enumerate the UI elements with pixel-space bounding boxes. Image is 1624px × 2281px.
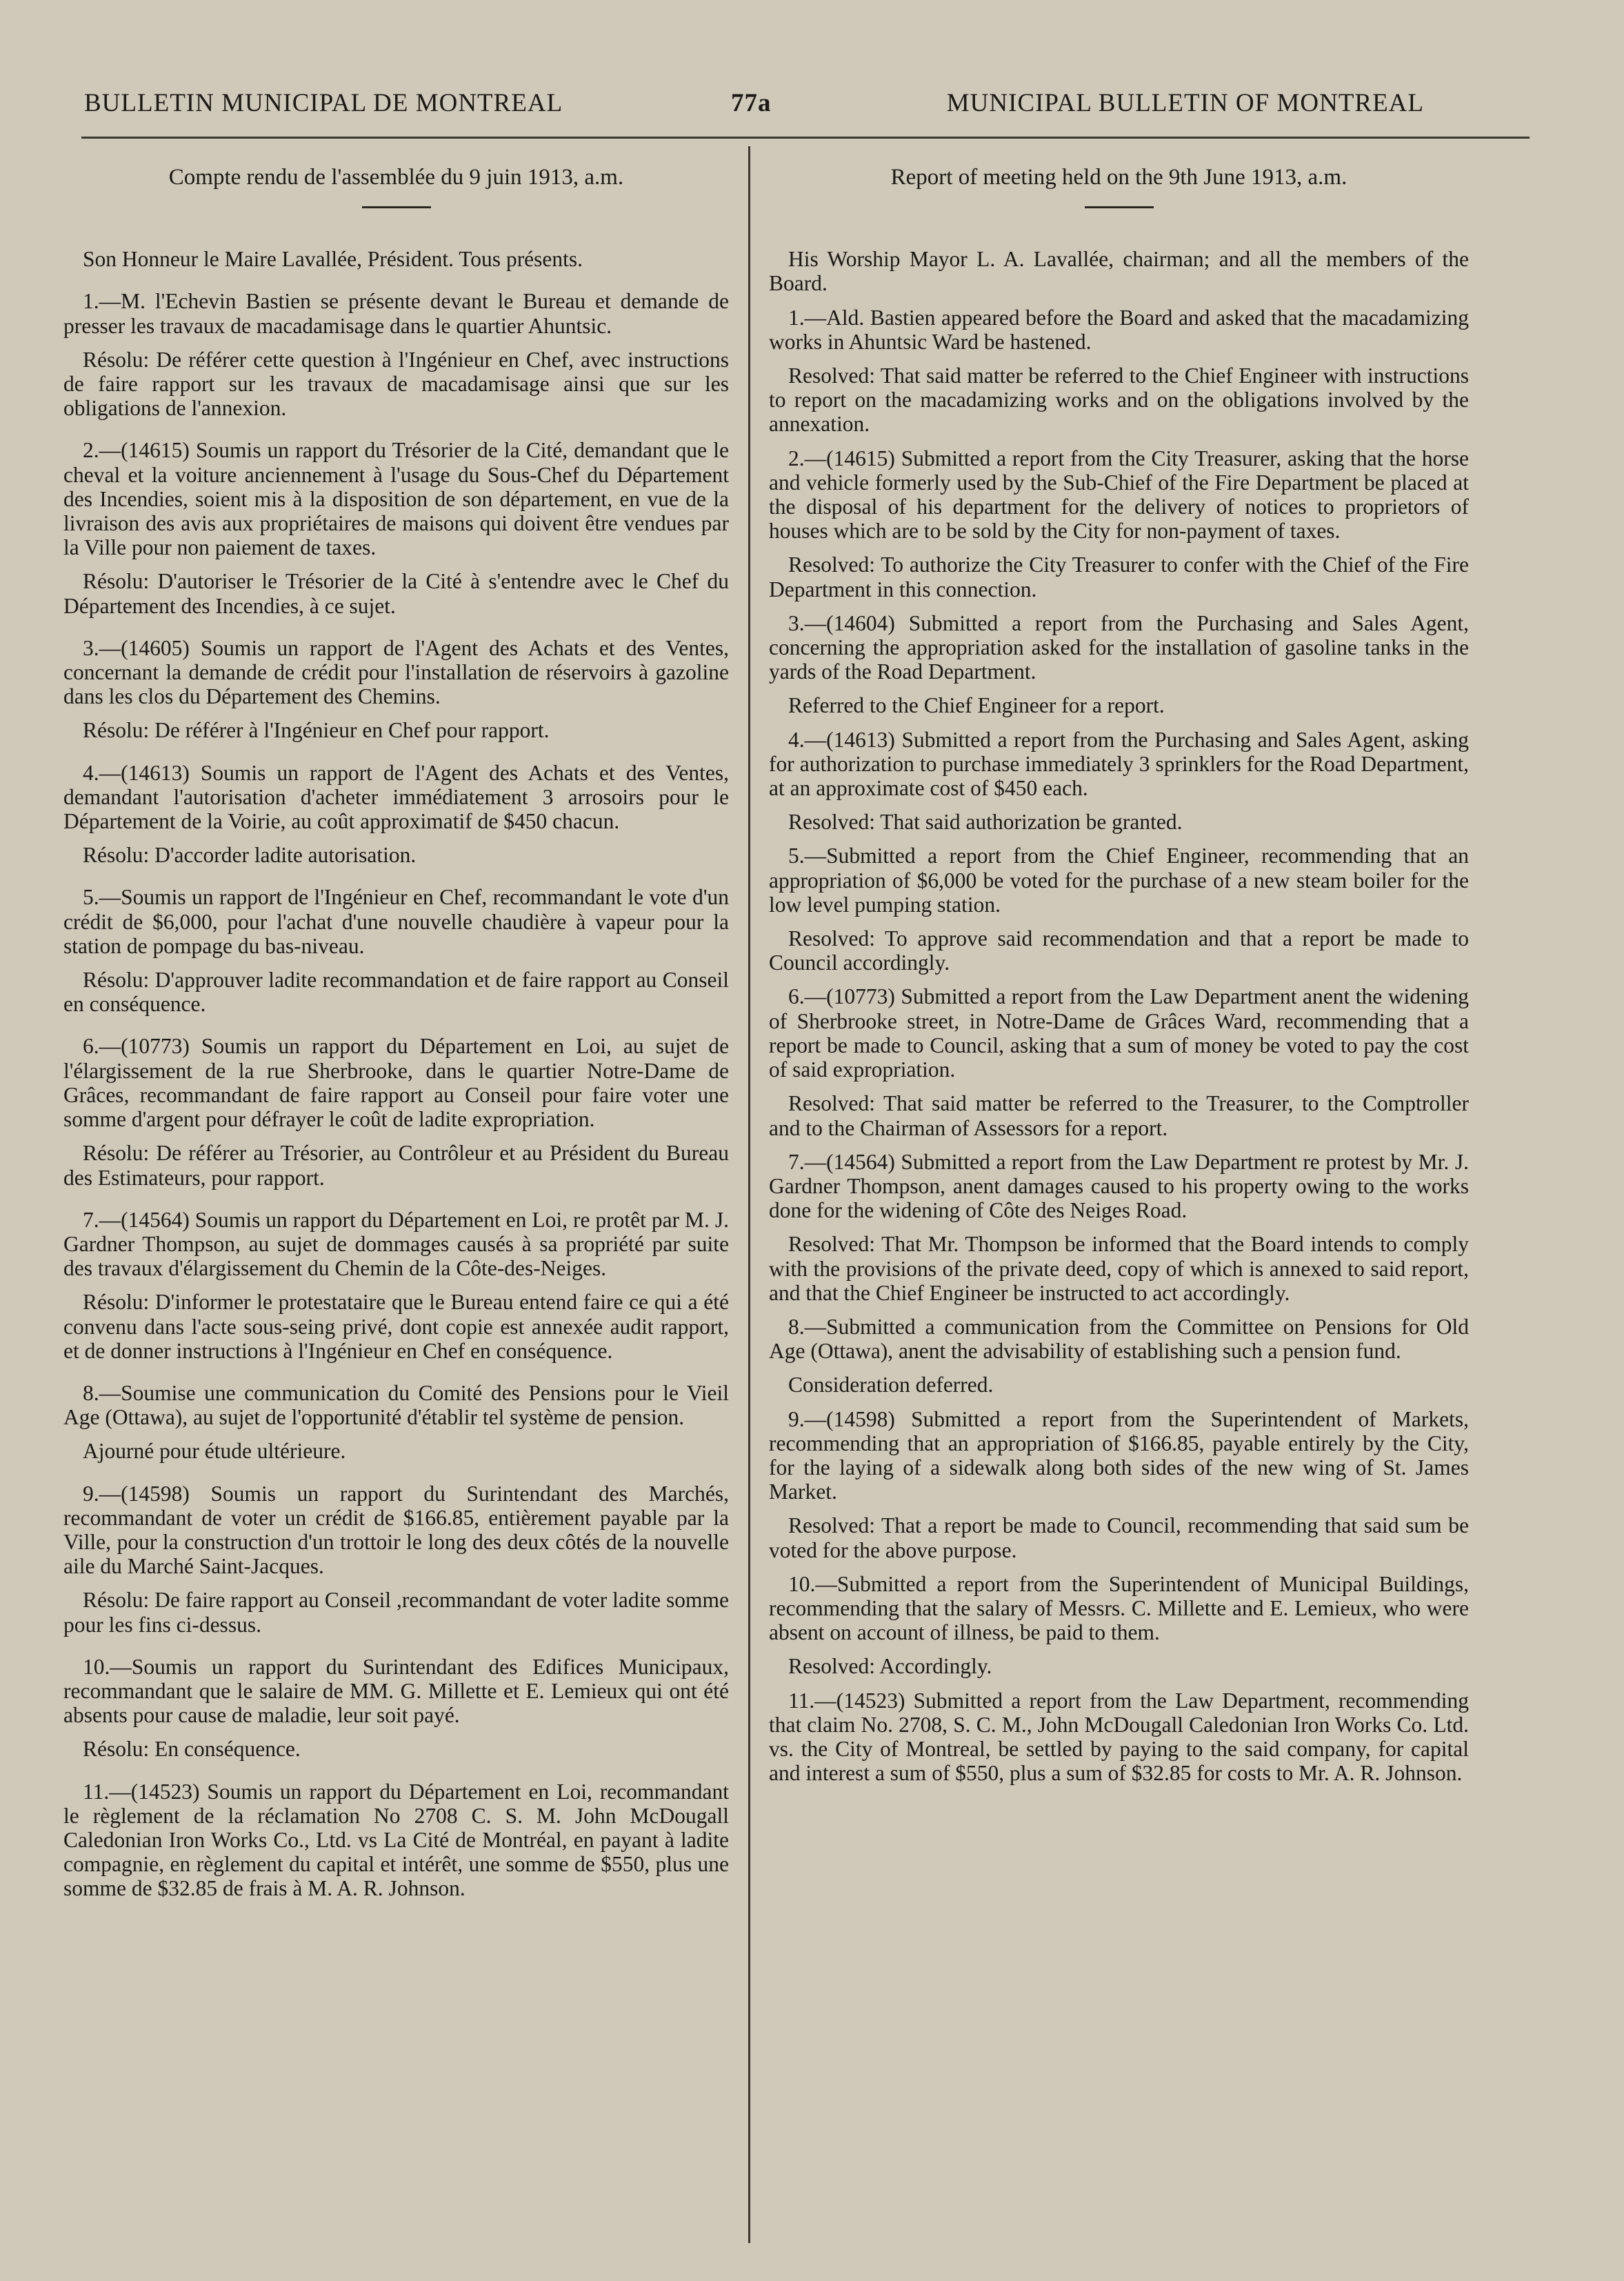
french-paragraph: 6.—(10773) Soumis un rapport du Département en Loi, au sujet de l'élargissement de la rue Sherbrooke, dans le quartier Notre-Dame de Grâces, recommandant de faire rapport au Conseil pour faire voter une somme d'argent pour défrayer le coût de ladite expropriation. [63, 1034, 729, 1132]
french-minutes-title: Compte rendu de l'assemblée du 9 juin 1913, a.m. [168, 165, 624, 190]
french-paragraph: 9.—(14598) Soumis un rapport du Surintendant des Marchés, recommandant de voter un crédit de $166.85, entièrement payable par la Ville, pour la construction d'un trottoir le long des deux côtés de la nouvelle aile du Marché Saint-Jacques. [63, 1481, 729, 1579]
english-paragraph: 1.—Ald. Bastien appeared before the Board and asked that the macadamizing works in Ahuntsic Ward be hastened. [769, 305, 1469, 354]
french-paragraph: Résolu: D'approuver ladite recommandation et de faire rapport au Conseil en conséquence. [63, 968, 729, 1017]
title-separator [1085, 206, 1154, 208]
french-paragraph: Résolu: D'autoriser le Trésorier de la Cité à s'entendre avec le Chef du Département des Incendies, à ce sujet. [63, 569, 729, 618]
english-paragraph: Resolved: To authorize the City Treasurer to confer with the Chief of the Fire Department in this connection. [769, 552, 1469, 601]
english-paragraph: Resolved: To approve said recommendation and that a report be made to Council accordingly. [769, 926, 1469, 975]
english-paragraph: 6.—(10773) Submitted a report from the Law Department anent the widening of Sherbrooke street, in Notre-Dame de Grâces Ward, recommending that a report be made to Council, asking that a sum of money be voted to pay the cost of said expropriation. [769, 984, 1469, 1082]
french-paragraph: 7.—(14564) Soumis un rapport du Département en Loi, re protêt par M. J. Gardner Thompson, au sujet de dommages causés à sa propriété par suite des travaux d'élargissement du Chemin de la Côte-des-Neiges. [63, 1207, 729, 1281]
english-column [769, 166, 1469, 1795]
french-paragraph: Résolu: De référer cette question à l'Ingénieur en Chef, avec instructions de faire rapport sur les travaux de macadamisage ainsi que sur les obligations de l'annexion. [63, 347, 729, 421]
english-paragraph: Resolved: That Mr. Thompson be informed that the Board intends to comply with the provisions of the private deed, copy of which is annexed to said report, and that the Chief Engineer be instructed to act accordingly. [769, 1232, 1469, 1305]
english-paragraph: Resolved: That said authorization be granted. [788, 810, 1183, 835]
french-paragraph: 2.—(14615) Soumis un rapport du Trésorier de la Cité, demandant que le cheval et la voiture anciennement à l'usage du Sous-Chef du Département des Incendies, soient mis à la disposition de son département, en vue de la livraison des avis aux propriétaires de maisons qui doivent être vendues par la Ville pour non paiement de taxes. [63, 438, 729, 560]
french-paragraph: Ajourné pour étude ultérieure. [83, 1439, 346, 1464]
english-paragraph: 9.—(14598) Submitted a report from the Superintendent of Markets, recommending that an appropriation of $166.85, payable entirely by the City, for the laying of a sidewalk along both sides of the new wing of St. James Market. [769, 1406, 1469, 1504]
english-paragraph: 8.—Submitted a communication from the Committee on Pensions for Old Age (Ottawa), anent the advisability of establishing such a pension fund. [769, 1314, 1469, 1364]
english-paragraph: Resolved: That a report be made to Council, recommending that said sum be voted for the above purpose. [769, 1513, 1469, 1562]
english-paragraph: Referred to the Chief Engineer for a report. [788, 693, 1165, 718]
title-separator [362, 206, 431, 208]
column-divider [748, 146, 750, 2243]
french-paragraph: Résolu: De référer au Trésorier, au Contrôleur et au Président du Bureau des Estimateurs, pour rapport. [63, 1141, 729, 1190]
french-paragraph: 11.—(14523) Soumis un rapport du Département en Loi, recommandant le règlement de la réclamation No 2708 C. S. M. John McDougall Caledonian Iron Works Co., Ltd. vs La Cité de Montréal, en payant à ladite compagnie, en règlement du capital et intérêt, une somme de $550, plus une somme de $32.85 de frais à M. A. R. Johnson. [63, 1779, 729, 1901]
french-paragraph: 10.—Soumis un rapport du Surintendant des Edifices Municipaux, recommandant que le salaire de MM. G. Millette et E. Lemieux qui ont été absents pour cause de maladie, leur soit payé. [63, 1654, 729, 1728]
english-paragraph: Consideration deferred. [788, 1373, 994, 1397]
header-rule [81, 137, 1530, 139]
english-paragraph: 2.—(14615) Submitted a report from the City Treasurer, asking that the horse and vehicle formerly used by the Sub-Chief of the Fire Department be placed at the disposal of his department for the delivery of notices to proprietors of houses which are to be sold by the City for non-payment of taxes. [769, 446, 1469, 544]
french-column [63, 166, 729, 1911]
french-paragraph: Résolu: En conséquence. [83, 1737, 301, 1762]
english-paragraph: His Worship Mayor L. A. Lavallée, chairman; and all the members of the Board. [769, 247, 1469, 296]
french-paragraph: 4.—(14613) Soumis un rapport de l'Agent des Achats et des Ventes, demandant l'autorisation d'acheter immédiatement 3 arrosoirs pour le Département de la Voirie, au coût approximatif de $450 chacun. [63, 760, 729, 834]
french-paragraph: Résolu: De référer à l'Ingénieur en Chef pour rapport. [83, 718, 550, 743]
french-paragraph: Résolu: D'accorder ladite autorisation. [83, 843, 417, 868]
header-english-title: MUNICIPAL BULLETIN OF MONTREAL [946, 89, 1424, 117]
page-number: 77a [731, 89, 772, 117]
header-french-title: BULLETIN MUNICIPAL DE MONTREAL [84, 89, 563, 117]
english-paragraph: 10.—Submitted a report from the Superintendent of Municipal Buildings, recommending that the salary of Messrs. C. Millette and E. Lemieux, who were absent on account of illness, be paid to them. [769, 1571, 1469, 1645]
running-header [0, 88, 1624, 130]
english-paragraph: 7.—(14564) Submitted a report from the Law Department re protest by Mr. J. Gardner Thompson, anent damages caused to his property owing to the works done for the widening of Côte des Neiges Road. [769, 1149, 1469, 1223]
english-paragraph: Resolved: Accordingly. [788, 1654, 992, 1679]
english-paragraph: Resolved: That said matter be referred to the Chief Engineer with instructions to report on the macadamizing works and on the obligations involved by the annexation. [769, 363, 1469, 437]
english-paragraph: 11.—(14523) Submitted a report from the Law Department, recommending that claim No. 2708, S. C. M., John McDougall Caledonian Iron Works Co. Ltd. vs. the City of Montreal, be settled by paying to the said company, for capital and interest a sum of $550, plus a sum of $32.85 for costs to Mr. A. R. Johnson. [769, 1688, 1469, 1786]
french-paragraph: 3.—(14605) Soumis un rapport de l'Agent des Achats et des Ventes, concernant la demande de crédit pour l'installation de réservoirs à gazoline dans les clos du Département des Chemins. [63, 635, 729, 709]
french-paragraph: 1.—M. l'Echevin Bastien se présente devant le Bureau et demande de presser les travaux de macadamisage dans le quartier Ahuntsic. [63, 289, 729, 338]
english-paragraph: 3.—(14604) Submitted a report from the Purchasing and Sales Agent, concerning the appropriation asked for the installation of gasoline tanks in the yards of the Road Department. [769, 610, 1469, 684]
french-paragraph: 8.—Soumise une communication du Comité des Pensions pour le Vieil Age (Ottawa), au sujet de l'opportunité d'établir tel système de pension. [63, 1380, 729, 1430]
french-paragraph: 5.—Soumis un rapport de l'Ingénieur en Chef, recommandant le vote d'un crédit de $6,000, pour l'achat d'une nouvelle chaudière à vapeur pour la station de pompage du bas-niveau. [63, 885, 729, 958]
english-paragraph: 5.—Submitted a report from the Chief Engineer, recommending that an appropriation of $6,000 be voted for the purchase of a new steam boiler for the low level pumping station. [769, 844, 1469, 917]
french-paragraph: Résolu: De faire rapport au Conseil ,recommandant de voter ladite somme pour les fins ci-dessus. [63, 1588, 729, 1637]
english-paragraph: Resolved: That said matter be referred to the Treasurer, to the Comptroller and to the Chairman of Assessors for a report. [769, 1091, 1469, 1140]
english-paragraph: 4.—(14613) Submitted a report from the Purchasing and Sales Agent, asking for authorization to purchase immediately 3 sprinklers for the Road Department, at an approximate cost of $450 each. [769, 727, 1469, 801]
french-paragraph: Son Honneur le Maire Lavallée, Président. Tous présents. [83, 247, 583, 272]
french-paragraph: Résolu: D'informer le protestataire que le Bureau entend faire ce qui a été convenu dans l'acte sous-seing privé, dont copie est annexée audit rapport, et de donner instructions à l'Ingénieur en Chef en conséquence. [63, 1290, 729, 1363]
english-minutes-title: Report of meeting held on the 9th June 1913, a.m. [890, 165, 1347, 190]
